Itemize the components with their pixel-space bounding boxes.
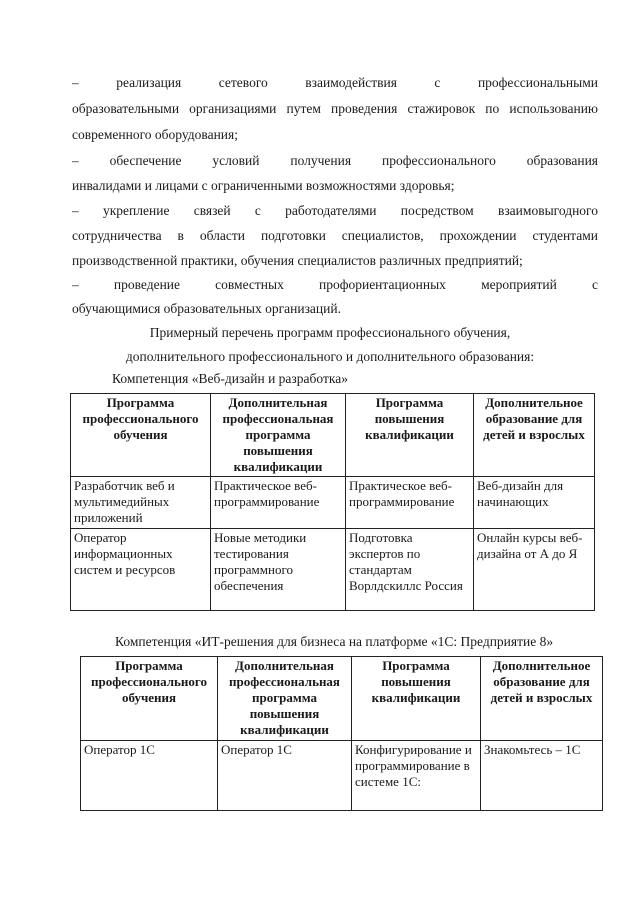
table-cell: Оператор информационных систем и ресурсов (71, 529, 211, 611)
competency-title: Компетенция «Веб-дизайн и разработка» (112, 371, 348, 386)
table-cell: Онлайн курсы веб-дизайна от А до Я (474, 529, 595, 611)
paragraph-employers-line2: сотрудничества в области подготовки специалистов, прохождении студентами (72, 228, 598, 243)
paragraph-disabled-education-line2: инвалидами и лицами с ограниченными возможностями здоровья; (72, 178, 455, 193)
column-header: Программа повышения квалификации (346, 394, 474, 477)
table-row (71, 477, 595, 529)
table-cell: Практическое веб-программирование (346, 477, 474, 529)
programs-table (80, 656, 603, 811)
table-header-row (81, 657, 603, 741)
table-cell: Разработчик веб и мультимедийных приложений (71, 477, 211, 529)
table-cell: Оператор 1С (81, 741, 218, 811)
table-cell: Веб-дизайн для начинающих (474, 477, 595, 529)
paragraph-career-guidance-line2: обучающимися образовательных организаций. (72, 301, 341, 316)
column-header: Программа повышения квалификации (352, 657, 481, 741)
paragraph-employers-line3: производственной практики, обучения специалистов различных предприятий; (72, 253, 523, 268)
column-header: Программа профессионального обучения (71, 394, 211, 477)
paragraph-network-cooperation-line2: образовательными организациями путем проведения стажировок по использованию (72, 101, 598, 116)
paragraph-disabled-education-line1: – обеспечение условий получения профессионального образования (72, 153, 598, 168)
paragraph-employers-line1: – укрепление связей с работодателями посредством взаимовыгодного (72, 203, 598, 218)
list-title-line1: Примерный перечень программ профессионального обучения, (149, 325, 511, 340)
paragraph-network-cooperation-line1: – реализация сетевого взаимодействия с профессиональными (72, 75, 598, 90)
table-row (71, 529, 595, 611)
table-cell: Практическое веб-программирование (211, 477, 346, 529)
column-header: Дополнительное образование для детей и взрослых (474, 394, 595, 477)
column-header: Дополнительная профессиональная программа повышения квалификации (218, 657, 352, 741)
column-header: Дополнительная профессиональная программа повышения квалификации (211, 394, 346, 477)
column-header: Дополнительное образование для детей и взрослых (481, 657, 603, 741)
list-title-line2: дополнительного профессионального и дополнительного образования: (125, 349, 535, 364)
table-row (81, 741, 603, 811)
programs-table (70, 393, 595, 611)
column-header: Программа профессионального обучения (81, 657, 218, 741)
table-cell: Конфигурирование и программирование в системе 1С: (352, 741, 481, 811)
paragraph-career-guidance-line1: – проведение совместных профориентационных мероприятий с (72, 277, 598, 292)
table-cell: Знакомьтесь – 1С (481, 741, 603, 811)
table-cell: Новые методики тестирования программного обеспечения (211, 529, 346, 611)
table-cell: Подготовка экспертов по стандартам Ворлдскиллс Россия (346, 529, 474, 611)
table-header-row (71, 394, 595, 477)
paragraph-network-cooperation-line3: современного оборудования; (72, 127, 238, 142)
table-cell: Оператор 1С (218, 741, 352, 811)
competency-title: Компетенция «ИТ-решения для бизнеса на платформе «1С: Предприятие 8» (115, 634, 554, 649)
